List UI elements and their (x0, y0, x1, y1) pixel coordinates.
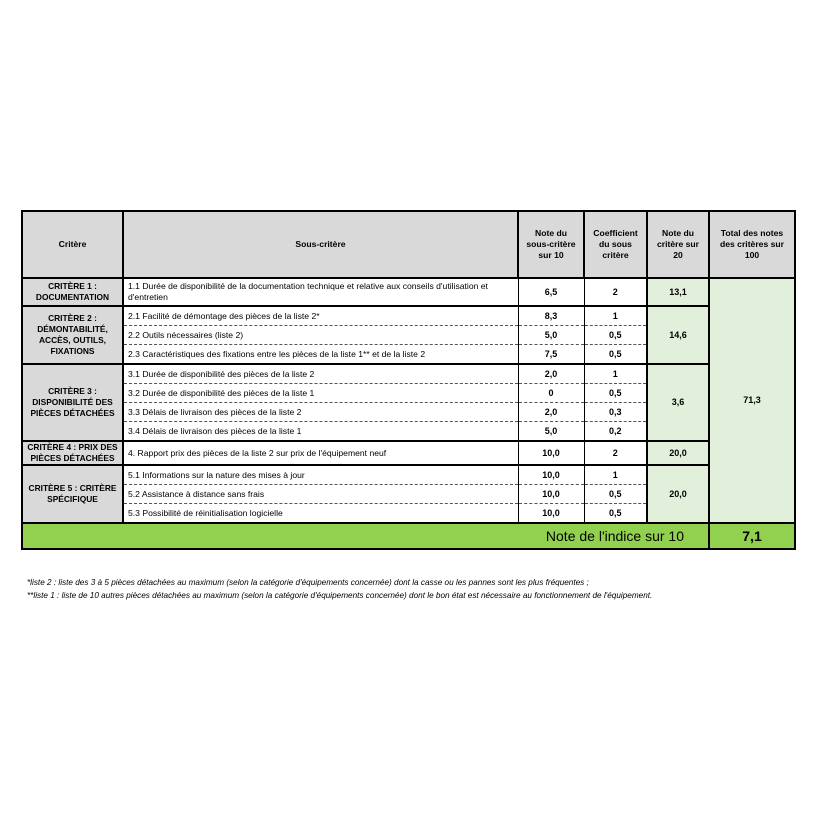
subcriterion-coefficient: 0,5 (584, 485, 647, 504)
subcriterion-coefficient: 1 (584, 364, 647, 384)
subcriterion-coefficient: 0,5 (584, 326, 647, 345)
criterion-score: 20,0 (647, 465, 709, 523)
subcriterion-note: 10,0 (518, 504, 584, 524)
criterion-name: CRITÈRE 5 : CRITÈRE SPÉCIFIQUE (22, 465, 123, 523)
subcriterion-label: 2.3 Caractéristiques des fixations entre les pièces de la liste 1** et de la liste 2 (123, 345, 518, 365)
header-note-sous-critere: Note du sous-critère sur 10 (518, 211, 584, 278)
subcriterion-coefficient: 0,3 (584, 403, 647, 422)
header-total: Total des notes des critères sur 100 (709, 211, 795, 278)
subcriterion-note: 6,5 (518, 278, 584, 306)
footnotes (27, 577, 797, 602)
subcriterion-note: 2,0 (518, 403, 584, 422)
subcriterion-note: 10,0 (518, 485, 584, 504)
subcriterion-label: 3.1 Durée de disponibilité des pièces de la liste 2 (123, 364, 518, 384)
header-row (22, 211, 795, 278)
final-label: Note de l'indice sur 10 (22, 523, 709, 549)
header-note-critere: Note du critère sur 20 (647, 211, 709, 278)
footnote-liste-2: *liste 2 : liste des 3 à 5 pièces détachées au maximum (selon la catégorie d'équipements concernée) dont la casse ou les pannes sont les plus fréquentes ; (27, 578, 589, 587)
subcriterion-note: 8,3 (518, 306, 584, 326)
criterion-name: CRITÈRE 3 : DISPONIBILITÉ DES PIÈCES DÉTACHÉES (22, 364, 123, 441)
repairability-index-table-wrapper (21, 210, 794, 550)
criterion-name: CRITÈRE 4 : PRIX DES PIÈCES DÉTACHÉES (22, 441, 123, 465)
repairability-index-table (21, 210, 796, 550)
table-row (22, 441, 795, 465)
subcriterion-note: 5,0 (518, 326, 584, 345)
subcriterion-note: 7,5 (518, 345, 584, 365)
subcriterion-coefficient: 1 (584, 465, 647, 485)
table-row (22, 306, 795, 326)
table-row (22, 364, 795, 384)
table-body (22, 278, 795, 523)
subcriterion-label: 3.3 Délais de livraison des pièces de la liste 2 (123, 403, 518, 422)
criterion-score: 13,1 (647, 278, 709, 306)
subcriterion-label: 5.3 Possibilité de réinitialisation logicielle (123, 504, 518, 524)
subcriterion-note: 0 (518, 384, 584, 403)
table-row (22, 278, 795, 306)
header-coefficient: Coefficient du sous critère (584, 211, 647, 278)
total-score: 71,3 (709, 278, 795, 523)
subcriterion-note: 5,0 (518, 422, 584, 442)
subcriterion-label: 3.2 Durée de disponibilité des pièces de la liste 1 (123, 384, 518, 403)
subcriterion-label: 1.1 Durée de disponibilité de la documentation technique et relative aux conseils d'utilisation et d'entretien (123, 278, 518, 306)
criterion-name: CRITÈRE 1 : DOCUMENTATION (22, 278, 123, 306)
subcriterion-label: 2.1 Facilité de démontage des pièces de la liste 2* (123, 306, 518, 326)
final-row (22, 523, 795, 549)
header-critere: Critère (22, 211, 123, 278)
subcriterion-label: 2.2 Outils nécessaires (liste 2) (123, 326, 518, 345)
subcriterion-label: 5.1 Informations sur la nature des mises à jour (123, 465, 518, 485)
header-sous-critere: Sous-critère (123, 211, 518, 278)
subcriterion-label: 5.2 Assistance à distance sans frais (123, 485, 518, 504)
subcriterion-coefficient: 0,5 (584, 345, 647, 365)
criterion-name: CRITÈRE 2 : DÉMONTABILITÉ, ACCÈS, OUTILS, FIXATIONS (22, 306, 123, 364)
subcriterion-coefficient: 2 (584, 441, 647, 465)
subcriterion-label: 3.4 Délais de livraison des pièces de la liste 1 (123, 422, 518, 442)
criterion-score: 3,6 (647, 364, 709, 441)
subcriterion-note: 10,0 (518, 465, 584, 485)
criterion-score: 14,6 (647, 306, 709, 364)
subcriterion-coefficient: 2 (584, 278, 647, 306)
criterion-score: 20,0 (647, 441, 709, 465)
subcriterion-note: 2,0 (518, 364, 584, 384)
subcriterion-coefficient: 0,5 (584, 504, 647, 524)
subcriterion-label: 4. Rapport prix des pièces de la liste 2 sur prix de l'équipement neuf (123, 441, 518, 465)
final-value: 7,1 (709, 523, 795, 549)
footnote-liste-1: **liste 1 : liste de 10 autres pièces détachées au maximum (selon la catégorie d'équipements concernée) dont le bon état est nécessaire au fonctionnement de l'équipement. (27, 590, 653, 600)
subcriterion-coefficient: 0,5 (584, 384, 647, 403)
subcriterion-note: 10,0 (518, 441, 584, 465)
table-row (22, 465, 795, 485)
subcriterion-coefficient: 1 (584, 306, 647, 326)
subcriterion-coefficient: 0,2 (584, 422, 647, 442)
